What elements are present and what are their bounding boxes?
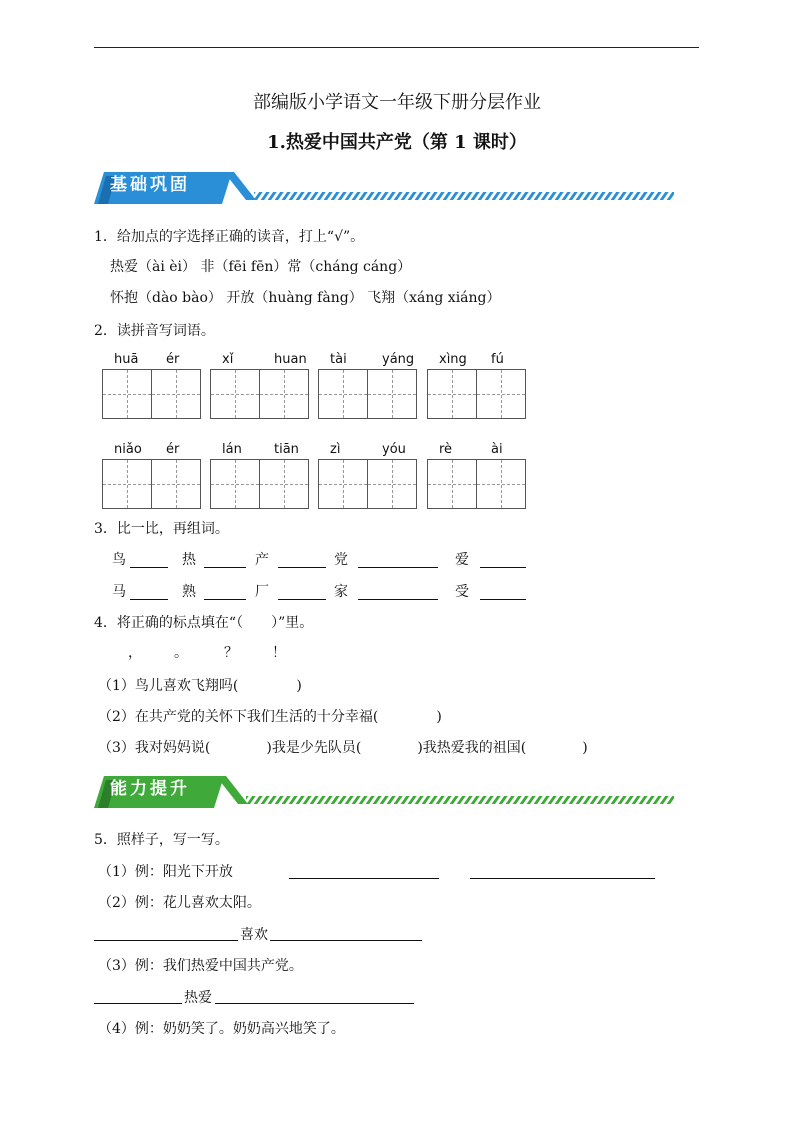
q2-row1-pinyin-4a: xìng: [439, 352, 467, 367]
q2-row1-pinyin-3b: yáng: [382, 352, 415, 367]
q5-e1-answer-line-1[interactable]: [289, 878, 439, 879]
tian-cell[interactable]: [476, 459, 526, 509]
grid-guide-v: [176, 460, 177, 508]
q5-example-3: （3）例：我们热爱中国共产党。: [98, 958, 303, 974]
q4-s3-text-c: )我热爱我的祖国(: [417, 740, 527, 756]
q2-prompt: 2．读拼音写词语。: [94, 323, 215, 339]
q4-s2-text: （2）在共产党的关怀下我们生活的十分幸福(: [98, 709, 379, 725]
q3-row1-char-3: 产: [255, 552, 269, 568]
grid-guide-v: [501, 460, 502, 508]
q4-punctuation-option-4: ！: [272, 645, 286, 661]
q2-row2-writing-box-2[interactable]: [210, 459, 308, 509]
tian-cell[interactable]: [259, 459, 309, 509]
grid-guide-v: [452, 370, 453, 418]
q5-prompt: 5．照样子，写一写。: [94, 832, 229, 848]
q4-s1-close: ): [296, 678, 302, 694]
q3-row2-char-5: 受: [455, 584, 469, 600]
q2-row2-writing-box-1[interactable]: [102, 459, 200, 509]
q3-row2-answer-line-2[interactable]: [204, 599, 246, 600]
section-banner-basic: [94, 168, 676, 204]
section-label-advanced: 能力提升: [110, 779, 190, 799]
q4-sentence-1: [98, 677, 302, 695]
q3-prompt: 3．比一比，再组词。: [94, 521, 229, 537]
q4-s2-close: ): [436, 709, 442, 725]
section-label-basic: 基础巩固: [110, 175, 190, 195]
q1-prompt: 1．给加点的字选择正确的读音，打上“√”。: [94, 229, 365, 245]
q3-row1-char-5: 爱: [455, 552, 469, 568]
grid-guide-v: [284, 460, 285, 508]
tian-cell[interactable]: [210, 369, 260, 419]
q5-example-4: （4）例：奶奶笑了。奶奶高兴地笑了。: [98, 1021, 345, 1037]
q3-row1-answer-line-2[interactable]: [204, 567, 246, 568]
grid-guide-v: [452, 460, 453, 508]
q3-row2-char-3: 厂: [255, 584, 269, 600]
tian-cell[interactable]: [318, 369, 368, 419]
q5-e1-answer-line-2[interactable]: [470, 878, 655, 879]
q3-row1-answer-line-5[interactable]: [480, 567, 526, 568]
q2-row1-pinyin-3a: tài: [330, 352, 347, 367]
q2-row1-pinyin-1a: huā: [114, 352, 139, 367]
q4-s3-text-a: （3）我对妈妈说(: [98, 740, 211, 756]
q2-row2-pinyin-2b: tiān: [274, 442, 299, 457]
q4-sentence-3: [98, 739, 588, 757]
q2-row2-pinyin-4b: ài: [491, 442, 503, 457]
q1-line2: 怀抱（dào bào） 开放（huàng fàng） 飞翔（xáng xiáng）: [110, 290, 501, 306]
tian-cell[interactable]: [318, 459, 368, 509]
q2-row2-writing-box-4[interactable]: [427, 459, 525, 509]
top-rule: [94, 47, 699, 48]
tian-cell[interactable]: [476, 369, 526, 419]
grid-guide-v: [343, 370, 344, 418]
grid-guide-v: [392, 460, 393, 508]
q4-s3-close: ): [582, 740, 588, 756]
q2-row1-writing-box-3[interactable]: [318, 369, 416, 419]
q2-row2-pinyin-3a: zì: [330, 442, 341, 457]
q2-row2-pinyin-4a: rè: [439, 442, 453, 457]
q2-row1-pinyin-1b: ér: [166, 352, 180, 367]
q2-row1-writing-box-1[interactable]: [102, 369, 200, 419]
q5-e2-middle: 喜欢: [240, 927, 268, 943]
q3-row2-answer-line-4[interactable]: [358, 599, 438, 600]
q5-e3-middle: 热爱: [184, 990, 212, 1006]
tian-cell[interactable]: [427, 459, 477, 509]
lesson-title: 1.热爱中国共产党（第 1 课时）: [267, 132, 527, 153]
tian-cell[interactable]: [367, 369, 417, 419]
q4-punctuation-option-2: 。: [174, 645, 188, 661]
q4-punctuation-option-3: ？: [224, 645, 238, 661]
q3-row2-answer-line-1[interactable]: [130, 599, 168, 600]
q3-row2-answer-line-3[interactable]: [278, 599, 326, 600]
grid-guide-v: [127, 370, 128, 418]
q1-line1: 热爱（ài èi） 非（fēi fēn）常（cháng cáng）: [110, 259, 412, 275]
section-banner-advanced: [94, 772, 676, 808]
q3-row1-char-1: 鸟: [112, 552, 126, 568]
q4-s3-text-b: )我是少先队员(: [266, 740, 362, 756]
q5-e3-answer-line-2[interactable]: [215, 1003, 414, 1004]
tian-cell[interactable]: [102, 369, 152, 419]
document-title: 部编版小学语文一年级下册分层作业: [253, 92, 541, 113]
q5-example-2: （2）例：花儿喜欢太阳。: [98, 895, 261, 911]
q2-row1-writing-box-4[interactable]: [427, 369, 525, 419]
grid-guide-v: [284, 370, 285, 418]
q4-punctuation-option-1: ，: [128, 645, 142, 661]
q2-row1-writing-box-2[interactable]: [210, 369, 308, 419]
grid-guide-v: [343, 460, 344, 508]
grid-guide-v: [176, 370, 177, 418]
q4-prompt: 4．将正确的标点填在“（ ）”里。: [94, 615, 314, 631]
grid-guide-v: [235, 460, 236, 508]
tian-cell[interactable]: [427, 369, 477, 419]
tian-cell[interactable]: [151, 369, 201, 419]
grid-guide-v: [127, 460, 128, 508]
q2-row2-pinyin-3b: yóu: [382, 442, 406, 457]
q3-row2-char-1: 马: [112, 584, 126, 600]
q4-s1-text: （1）鸟儿喜欢飞翔吗(: [98, 678, 239, 694]
tian-cell[interactable]: [102, 459, 152, 509]
q3-row1-answer-line-3[interactable]: [278, 567, 326, 568]
grid-guide-v: [501, 370, 502, 418]
q2-row2-pinyin-1b: ér: [166, 442, 180, 457]
q5-e2-answer-line-1[interactable]: [94, 940, 238, 941]
q3-row2-answer-line-5[interactable]: [480, 599, 526, 600]
q2-row2-pinyin-2a: lán: [222, 442, 242, 457]
q2-row2-pinyin-1a: niǎo: [114, 442, 142, 457]
q2-row2-writing-box-3[interactable]: [318, 459, 416, 509]
q2-row1-pinyin-2b: huan: [274, 352, 307, 367]
q5-e3-answer-line-1[interactable]: [94, 1003, 182, 1004]
grid-guide-v: [392, 370, 393, 418]
tian-cell[interactable]: [259, 369, 309, 419]
q4-sentence-2: [98, 708, 442, 726]
q3-row1-answer-line-4[interactable]: [358, 567, 438, 568]
tian-cell[interactable]: [151, 459, 201, 509]
tian-cell[interactable]: [210, 459, 260, 509]
grid-guide-v: [235, 370, 236, 418]
q5-e2-answer-line-2[interactable]: [270, 940, 422, 941]
q3-row1-answer-line-1[interactable]: [130, 567, 168, 568]
q5-example-1: （1）例：阳光下开放: [98, 864, 233, 880]
q3-row1-char-2: 热: [182, 552, 196, 568]
q2-row1-pinyin-4b: fú: [491, 352, 504, 367]
q3-row1-char-4: 党: [334, 552, 348, 568]
q2-row1-pinyin-2a: xǐ: [222, 352, 234, 367]
tian-cell[interactable]: [367, 459, 417, 509]
q3-row2-char-4: 家: [334, 584, 348, 600]
q3-row2-char-2: 熟: [182, 584, 196, 600]
